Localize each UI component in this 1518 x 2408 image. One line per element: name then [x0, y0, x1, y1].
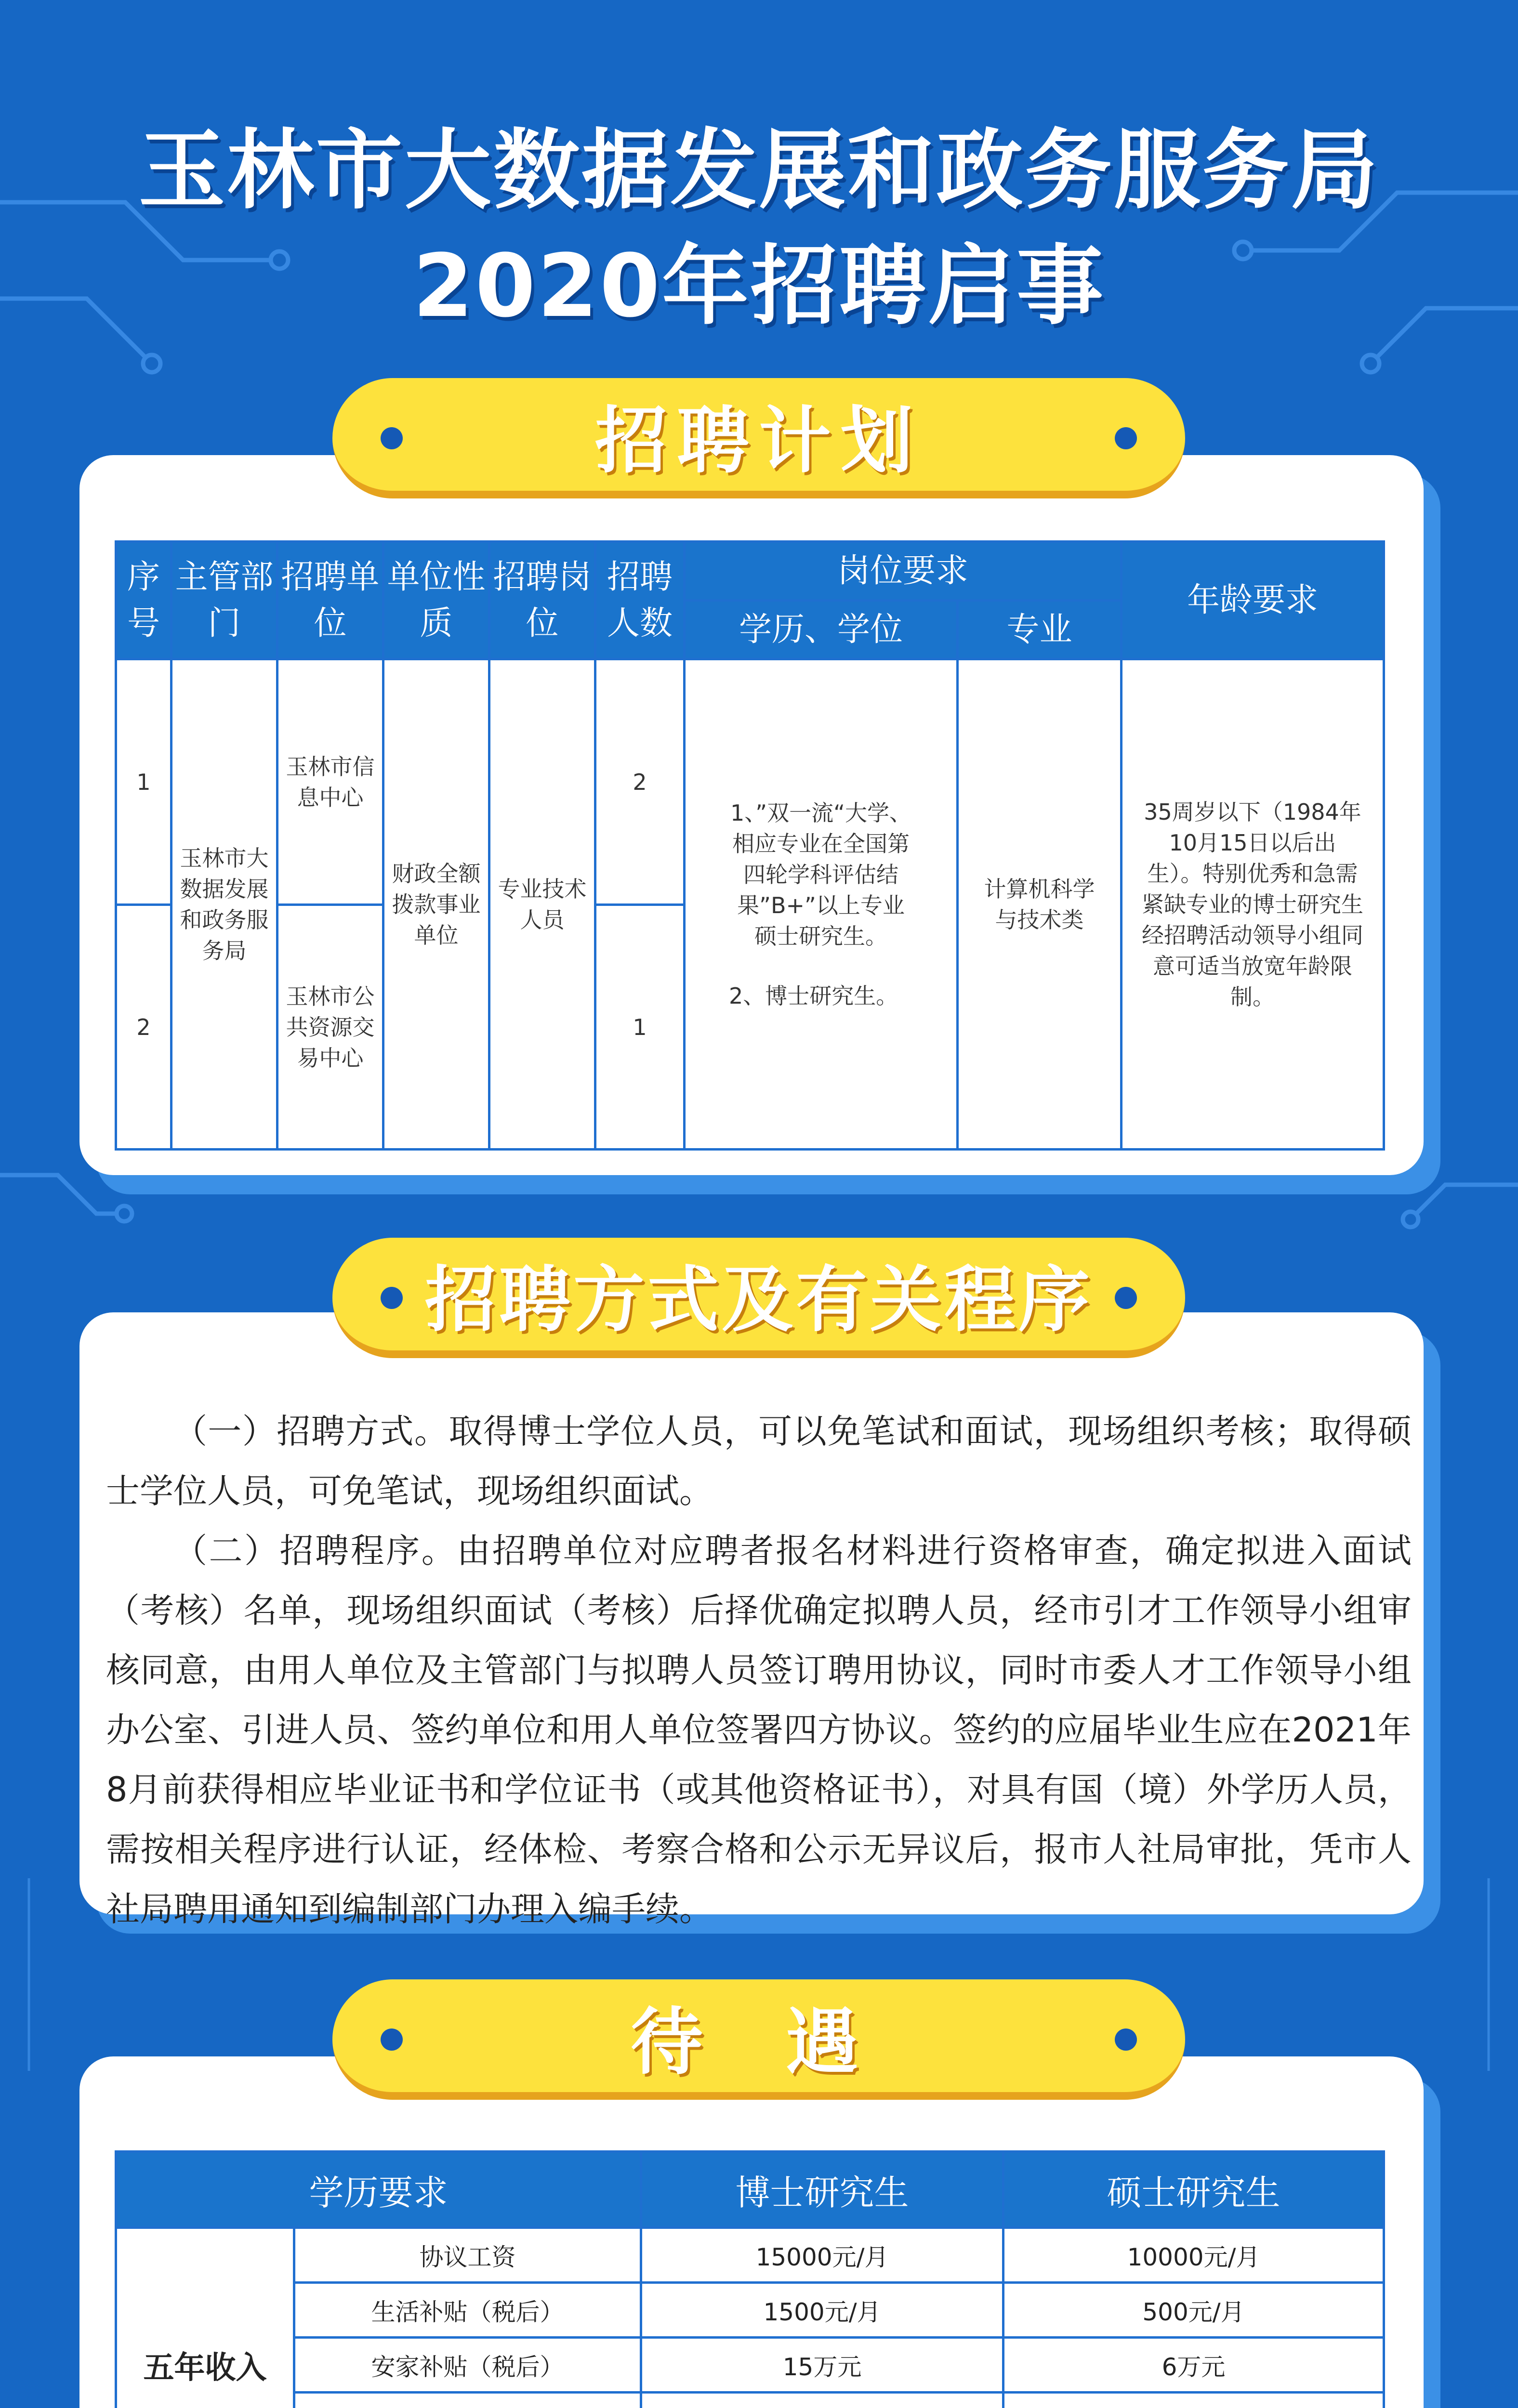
degree-req-1: 1、”双一流“大学、相应专业在全国第四轮学科评估结果”B+”以上专业硕士研究生。: [730, 799, 911, 949]
benefit-master: [1003, 2393, 1384, 2408]
header-count: 招聘人数: [595, 542, 685, 659]
header-requirements: 岗位要求: [685, 542, 1122, 601]
dot-icon: [1115, 2028, 1137, 2051]
header-unit: 招聘单位: [277, 542, 383, 659]
header-age: 年龄要求: [1122, 542, 1384, 659]
section-title: 招聘方式及有关程序: [425, 1258, 1093, 1341]
cell-count: 1: [595, 905, 685, 1150]
header-nature: 单位性质: [383, 542, 489, 659]
benefit-master: 6万元: [1003, 2338, 1384, 2393]
page-title-line2: 2020年招聘启事: [413, 236, 1105, 337]
cell-seq: 1: [116, 659, 172, 905]
benefits-table: [115, 2150, 1385, 2408]
section-heading-plan: [332, 378, 1185, 498]
benefit-item: 协议工资: [294, 2228, 641, 2283]
header-phd: 博士研究生: [641, 2152, 1003, 2228]
benefit-item: 安家补贴（税后）: [294, 2338, 641, 2393]
cell-nature: 财政全额拨款事业单位: [383, 659, 489, 1150]
header-education: 学历要求: [116, 2152, 641, 2228]
dot-icon: [381, 427, 403, 449]
five-year-income-label: 五年收入: [116, 2228, 294, 2408]
header-seq: 序号: [116, 542, 172, 659]
cell-unit: 玉林市信息中心: [277, 659, 383, 905]
page-title-line1: 玉林市大数据发展和政务服务局: [138, 120, 1380, 221]
method-text: [106, 1401, 1412, 1939]
header-dept: 主管部门: [172, 542, 277, 659]
cell-major: 计算机科学与技术类: [958, 659, 1122, 1150]
dot-icon: [381, 2028, 403, 2051]
header-post: 招聘岗位: [489, 542, 595, 659]
benefit-phd: 15000元/月: [641, 2228, 1003, 2283]
dot-icon: [381, 1287, 403, 1309]
benefit-item: 生活补贴（税后）: [294, 2283, 641, 2338]
cell-unit: 玉林市公共资源交易中心: [277, 905, 383, 1150]
header-degree: 学历、学位: [685, 601, 958, 659]
dot-icon: [1115, 427, 1137, 449]
section-title: 待 遇: [630, 2001, 887, 2084]
cell-count: 2: [595, 659, 685, 905]
header-master: 硕士研究生: [1003, 2152, 1384, 2228]
benefit-phd: [641, 2393, 1003, 2408]
cell-post: 专业技术人员: [489, 659, 595, 1150]
header-major: 专业: [958, 601, 1122, 659]
section-title: 招聘计划: [594, 399, 923, 483]
dot-icon: [1115, 1287, 1137, 1309]
benefit-master: 10000元/月: [1003, 2228, 1384, 2283]
section-heading-method: [332, 1238, 1185, 1358]
cell-degree: [685, 659, 958, 1150]
method-paragraph-1: （一）招聘方式。取得博士学位人员，可以免笔试和面试，现场组织考核；取得硕士学位人员，可免笔试，现场组织面试。: [106, 1412, 1412, 1511]
benefit-phd: 15万元: [641, 2338, 1003, 2393]
cell-dept: 玉林市大数据发展和政务服务局: [172, 659, 277, 1150]
section-heading-benefits: [332, 1979, 1185, 2100]
benefit-phd: 1500元/月: [641, 2283, 1003, 2338]
degree-req-2: 2、博士研究生。: [729, 982, 898, 1009]
benefit-master: 500元/月: [1003, 2283, 1384, 2338]
cell-seq: 2: [116, 905, 172, 1150]
benefit-item: [294, 2393, 641, 2408]
recruitment-plan-table: [115, 540, 1385, 1151]
method-paragraph-2: （二）招聘程序。由招聘单位对应聘者报名材料进行资格审查，确定拟进入面试（考核）名单，现场组织面试（考核）后择优确定拟聘人员，经市引才工作领导小组审核同意，由用人单位及主管部门与拟聘人员签订聘用协议，同时市委人才工作领导小组办公室、引进人员、签约单位和用人单位签署四方协议。签约的应届毕业生应在2021年8月前获得相应毕业证书和学位证书（或其他资格证书），对具有国（境）外学历人员，需按相关程序进行认证，经体检、考察合格和公示无异议后，报市人社局审批，凭市人社局聘用通知到编制部门办理入编手续。: [106, 1531, 1412, 1929]
cell-age: 35周岁以下（1984年10月15日以后出生）。特别优秀和急需紧缺专业的博士研究生经招聘活动领导小组同意可适当放宽年龄限制。: [1122, 659, 1384, 1150]
